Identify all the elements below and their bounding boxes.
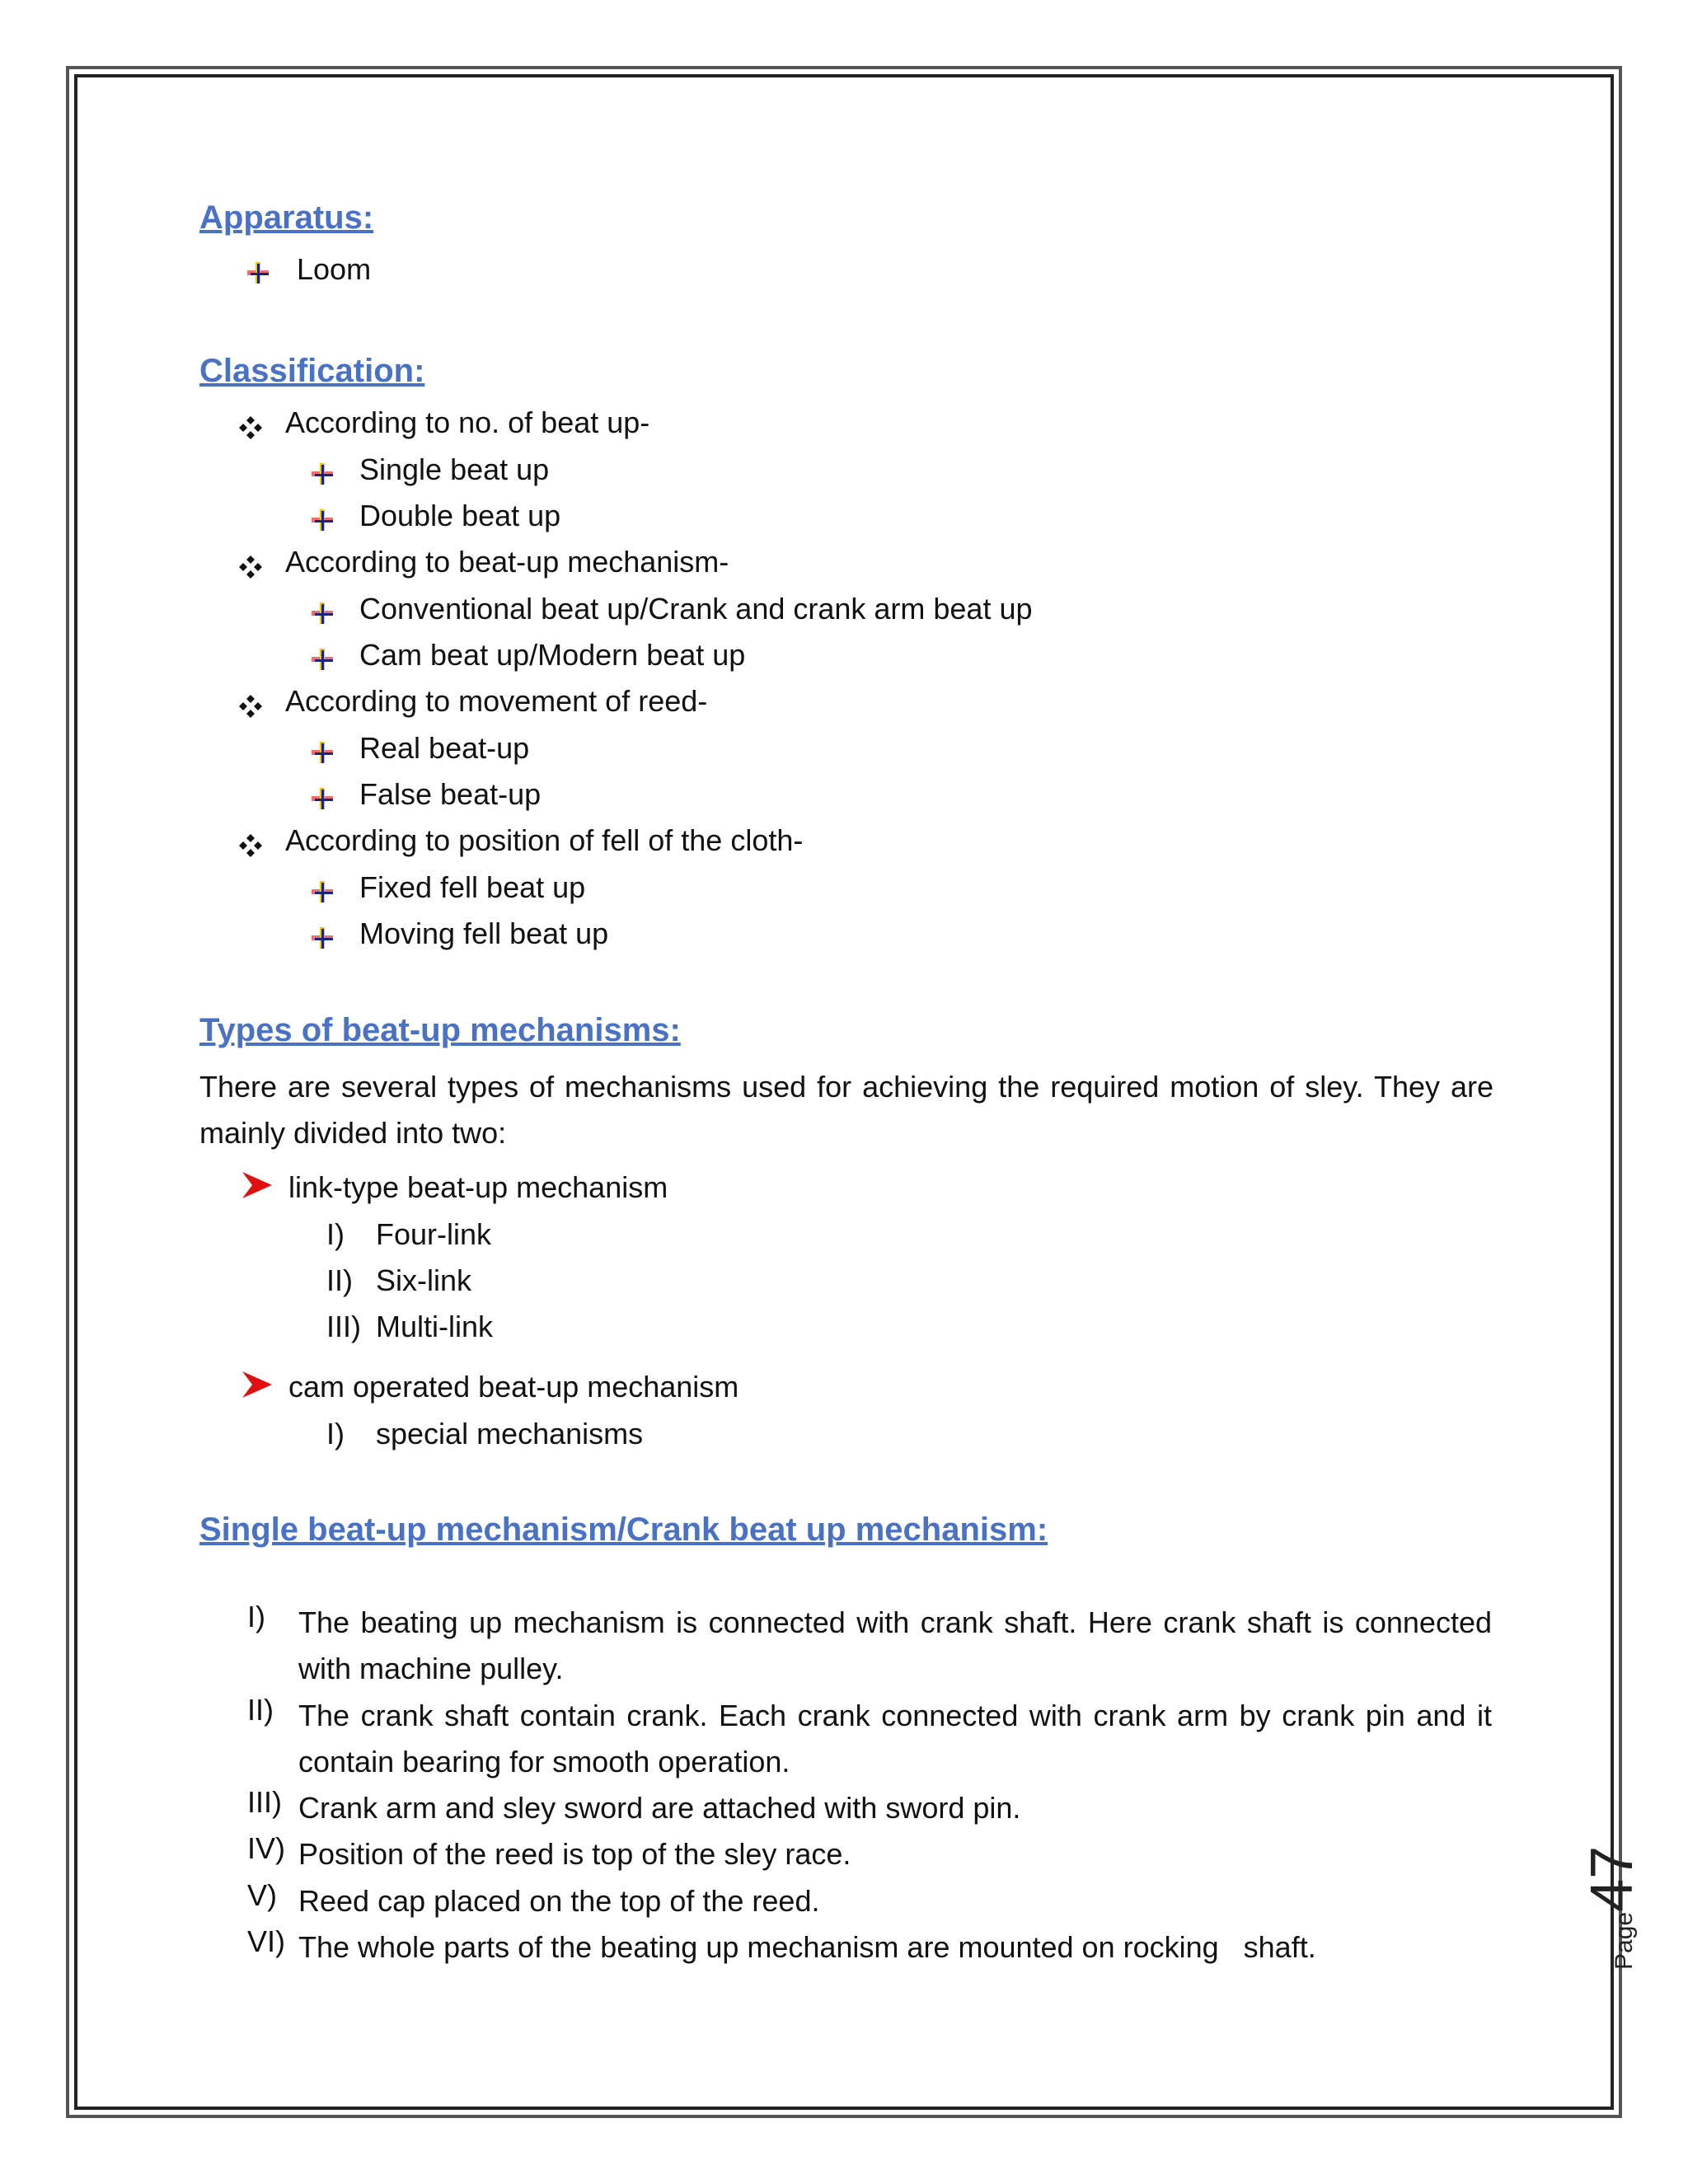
roman-numeral: I) [326, 1217, 345, 1251]
arrow-bullet-icon [241, 1169, 274, 1202]
roman-numeral: III) [326, 1310, 361, 1343]
types-item: Multi-link [376, 1310, 494, 1343]
classification-heading: Classification: [199, 353, 425, 389]
plus-bullet-icon [310, 601, 335, 626]
classification-item: Single beat up [359, 452, 550, 486]
plus-bullet-icon [310, 462, 335, 486]
classification-item: Conventional beat up/Crank and crank arm beat up [359, 592, 1033, 626]
apparatus-item: Loom [297, 252, 372, 286]
classification-group-label: According to movement of reed- [285, 684, 708, 718]
types-item: Six-link [376, 1263, 472, 1297]
single-point: The whole parts of the beating up mechanism are mounted on rocking shaft. [298, 1930, 1316, 1964]
diamond-bullet-icon [238, 833, 263, 858]
single-point: The crank shaft contain crank. Each crank connected with crank arm by crank pin and it contain bearing for smooth operation. [298, 1699, 1492, 1779]
classification-group-label: According to beat-up mechanism- [285, 545, 729, 579]
classification-group-label: According to no. of beat up- [285, 405, 650, 439]
classification-item: Real beat-up [359, 731, 530, 765]
roman-numeral: I) [326, 1417, 345, 1451]
types-intro: There are several types of mechanisms used for achieving the required motion of sley. They are mainly divided into two: [199, 1070, 1493, 1150]
roman-numeral: V) [247, 1878, 277, 1912]
classification-item: False beat-up [359, 777, 542, 811]
classification-group-label: According to position of fell of the cloth- [285, 823, 804, 857]
single-heading: Single beat-up mechanism/Crank beat up mechanism: [199, 1511, 1048, 1548]
classification-item: Moving fell beat up [359, 916, 609, 950]
types-group-label: link-type beat-up mechanism [288, 1170, 668, 1204]
diamond-bullet-icon [238, 415, 263, 440]
roman-numeral: III) [247, 1785, 282, 1819]
roman-numeral: II) [326, 1263, 353, 1297]
plus-bullet-icon [310, 786, 335, 811]
single-point: Crank arm and sley sword are attached with sword pin. [298, 1791, 1021, 1825]
single-point: Position of the reed is top of the sley race. [298, 1837, 851, 1871]
page-word: Page [1611, 1911, 1638, 1970]
diamond-bullet-icon [238, 694, 263, 719]
roman-numeral: II) [247, 1693, 274, 1727]
roman-numeral: I) [247, 1600, 265, 1633]
plus-bullet-icon [310, 508, 335, 532]
types-item: special mechanisms [376, 1417, 644, 1451]
page-number: 47 [1579, 1845, 1645, 1912]
plus-bullet-icon [310, 740, 335, 765]
single-point: The beating up mechanism is connected with crank shaft. Here crank shaft is connected with machine pulley. [298, 1605, 1492, 1685]
types-heading: Types of beat-up mechanisms: [199, 1012, 681, 1048]
apparatus-heading: Apparatus: [199, 199, 374, 236]
roman-numeral: IV) [247, 1831, 286, 1865]
single-point: Reed cap placed on the top of the reed. [298, 1884, 820, 1918]
plus-bullet-icon [310, 647, 335, 672]
types-item: Four-link [376, 1217, 492, 1251]
page-number-label [1579, 1845, 1645, 1970]
classification-item: Double beat up [359, 499, 561, 532]
arrow-bullet-icon [241, 1368, 274, 1401]
roman-numeral: VI) [247, 1924, 286, 1958]
plus-bullet-icon [310, 926, 335, 950]
plus-bullet-icon [246, 260, 270, 285]
diamond-bullet-icon [238, 555, 263, 579]
classification-item: Cam beat up/Modern beat up [359, 638, 746, 672]
types-group-label: cam operated beat-up mechanism [288, 1370, 739, 1404]
classification-item: Fixed fell beat up [359, 870, 586, 904]
plus-bullet-icon [310, 879, 335, 904]
